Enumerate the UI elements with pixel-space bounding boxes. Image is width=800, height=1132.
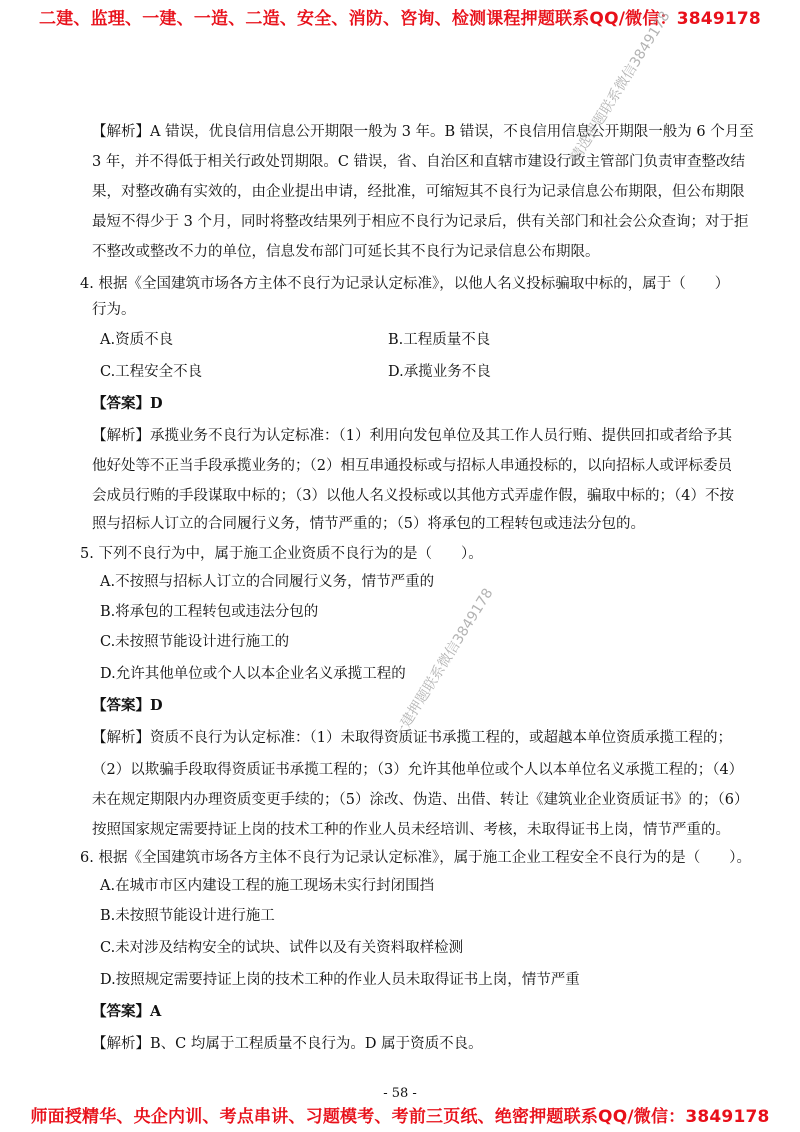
answer-label: 【答案】A — [92, 1003, 162, 1020]
text-line: （2）以欺骗手段取得资质证书承揽工程的；（3）允许其他单位或个人以本单位名义承揽工程的；（4） — [92, 762, 744, 778]
page-number: - 58 - — [383, 1086, 417, 1101]
text-line: 照与招标人订立的合同履行义务，情节严重的；（5）将承包的工程转包或违法分包的。 — [92, 516, 645, 532]
text-line: 【解析】A 错误，优良信用信息公开期限一般为 3 年。B 错误，不良信用信息公开期限一般为 6 个月至 — [92, 124, 754, 140]
question-5-stem: 5. 下列不良行为中，属于施工企业资质不良行为的是（ ）。 — [80, 546, 483, 562]
option-c: C.工程安全不良 — [100, 364, 203, 380]
watermark: 精选押题联系微信3849178 — [567, 8, 674, 166]
option-a: A.不按照与招标人订立的合同履行义务，情节严重的 — [100, 574, 435, 590]
text-line: 【解析】承揽业务不良行为认定标准：（1）利用向发包单位及其工作人员行贿、提供回扣或者给予其 — [92, 428, 732, 444]
option-c: C.未对涉及结构安全的试块、试件以及有关资料取样检测 — [100, 940, 464, 956]
text-line: 【解析】B、C 均属于工程质量不良行为。D 属于资质不良。 — [92, 1036, 483, 1052]
text-line: 不整改或整改不力的单位，信息发布部门可延长其不良行为记录信息公布期限。 — [92, 244, 600, 260]
footer-banner: 师面授精华、央企内训、考点串讲、习题模考、考前三页纸、绝密押题联系QQ/微信：3849178 — [30, 1107, 770, 1127]
question-4-stem: 4. 根据《全国建筑市场各方主体不良行为记录认定标准》，以他人名义投标骗取中标的，属于（ ） — [80, 276, 730, 292]
text-line: 【解析】资质不良行为认定标准：（1）未取得资质证书承揽工程的，或超越本单位资质承揽工程的； — [92, 730, 732, 746]
option-b: B.工程质量不良 — [388, 332, 491, 348]
header-banner: 二建、监理、一建、一造、二造、安全、消防、咨询、检测课程押题联系QQ/微信：3849178 — [39, 9, 761, 29]
option-a: A.资质不良 — [100, 332, 174, 348]
text-line: 果，对整改确有实效的，由企业提出申请，经批准，可缩短其不良行为记录信息公布期限，但公布期限 — [92, 184, 745, 200]
watermark: 一建押题联系微信3849178 — [390, 585, 497, 743]
option-d: D.按照规定需要持证上岗的技术工种的作业人员未取得证书上岗，情节严重 — [100, 972, 580, 988]
answer-label: 【答案】D — [92, 697, 163, 714]
option-b: B.将承包的工程转包或违法分包的 — [100, 604, 319, 620]
option-a: A.在城市市区内建设工程的施工现场未实行封闭围挡 — [100, 878, 435, 894]
option-d: D.承揽业务不良 — [388, 364, 491, 380]
option-b: B.未按照节能设计进行施工 — [100, 908, 275, 924]
text-line: 3 年，并不得低于相关行政处罚期限。C 错误，省、自治区和直辖市建设行政主管部门负责审查整改结 — [92, 154, 746, 170]
option-c: C.未按照节能设计进行施工的 — [100, 634, 290, 650]
text-line: 会成员行贿的手段谋取中标的；（3）以他人名义投标或以其他方式弄虚作假，骗取中标的；（4）不按 — [92, 488, 734, 504]
text-line: 他好处等不正当手段承揽业务的；（2）相互串通投标或与招标人串通投标的，以向招标人或评标委员 — [92, 458, 732, 474]
option-d: D.允许其他单位或个人以本企业名义承揽工程的 — [100, 666, 406, 682]
question-4-stem-cont: 行为。 — [92, 302, 136, 318]
answer-label: 【答案】D — [92, 395, 163, 412]
text-line: 未在规定期限内办理资质变更手续的；（5）涂改、伪造、出借、转让《建筑业企业资质证书》的；（6） — [92, 792, 749, 808]
question-6-stem: 6. 根据《全国建筑市场各方主体不良行为记录认定标准》，属于施工企业工程安全不良行为的是（ ）。 — [80, 850, 751, 866]
text-line: 最短不得少于 3 个月，同时将整改结果列于相应不良行为记录后，供有关部门和社会公众查询；对于拒 — [92, 214, 749, 230]
text-line: 按照国家规定需要持证上岗的技术工种的作业人员未经培训、考核，未取得证书上岗，情节严重的。 — [92, 822, 730, 838]
